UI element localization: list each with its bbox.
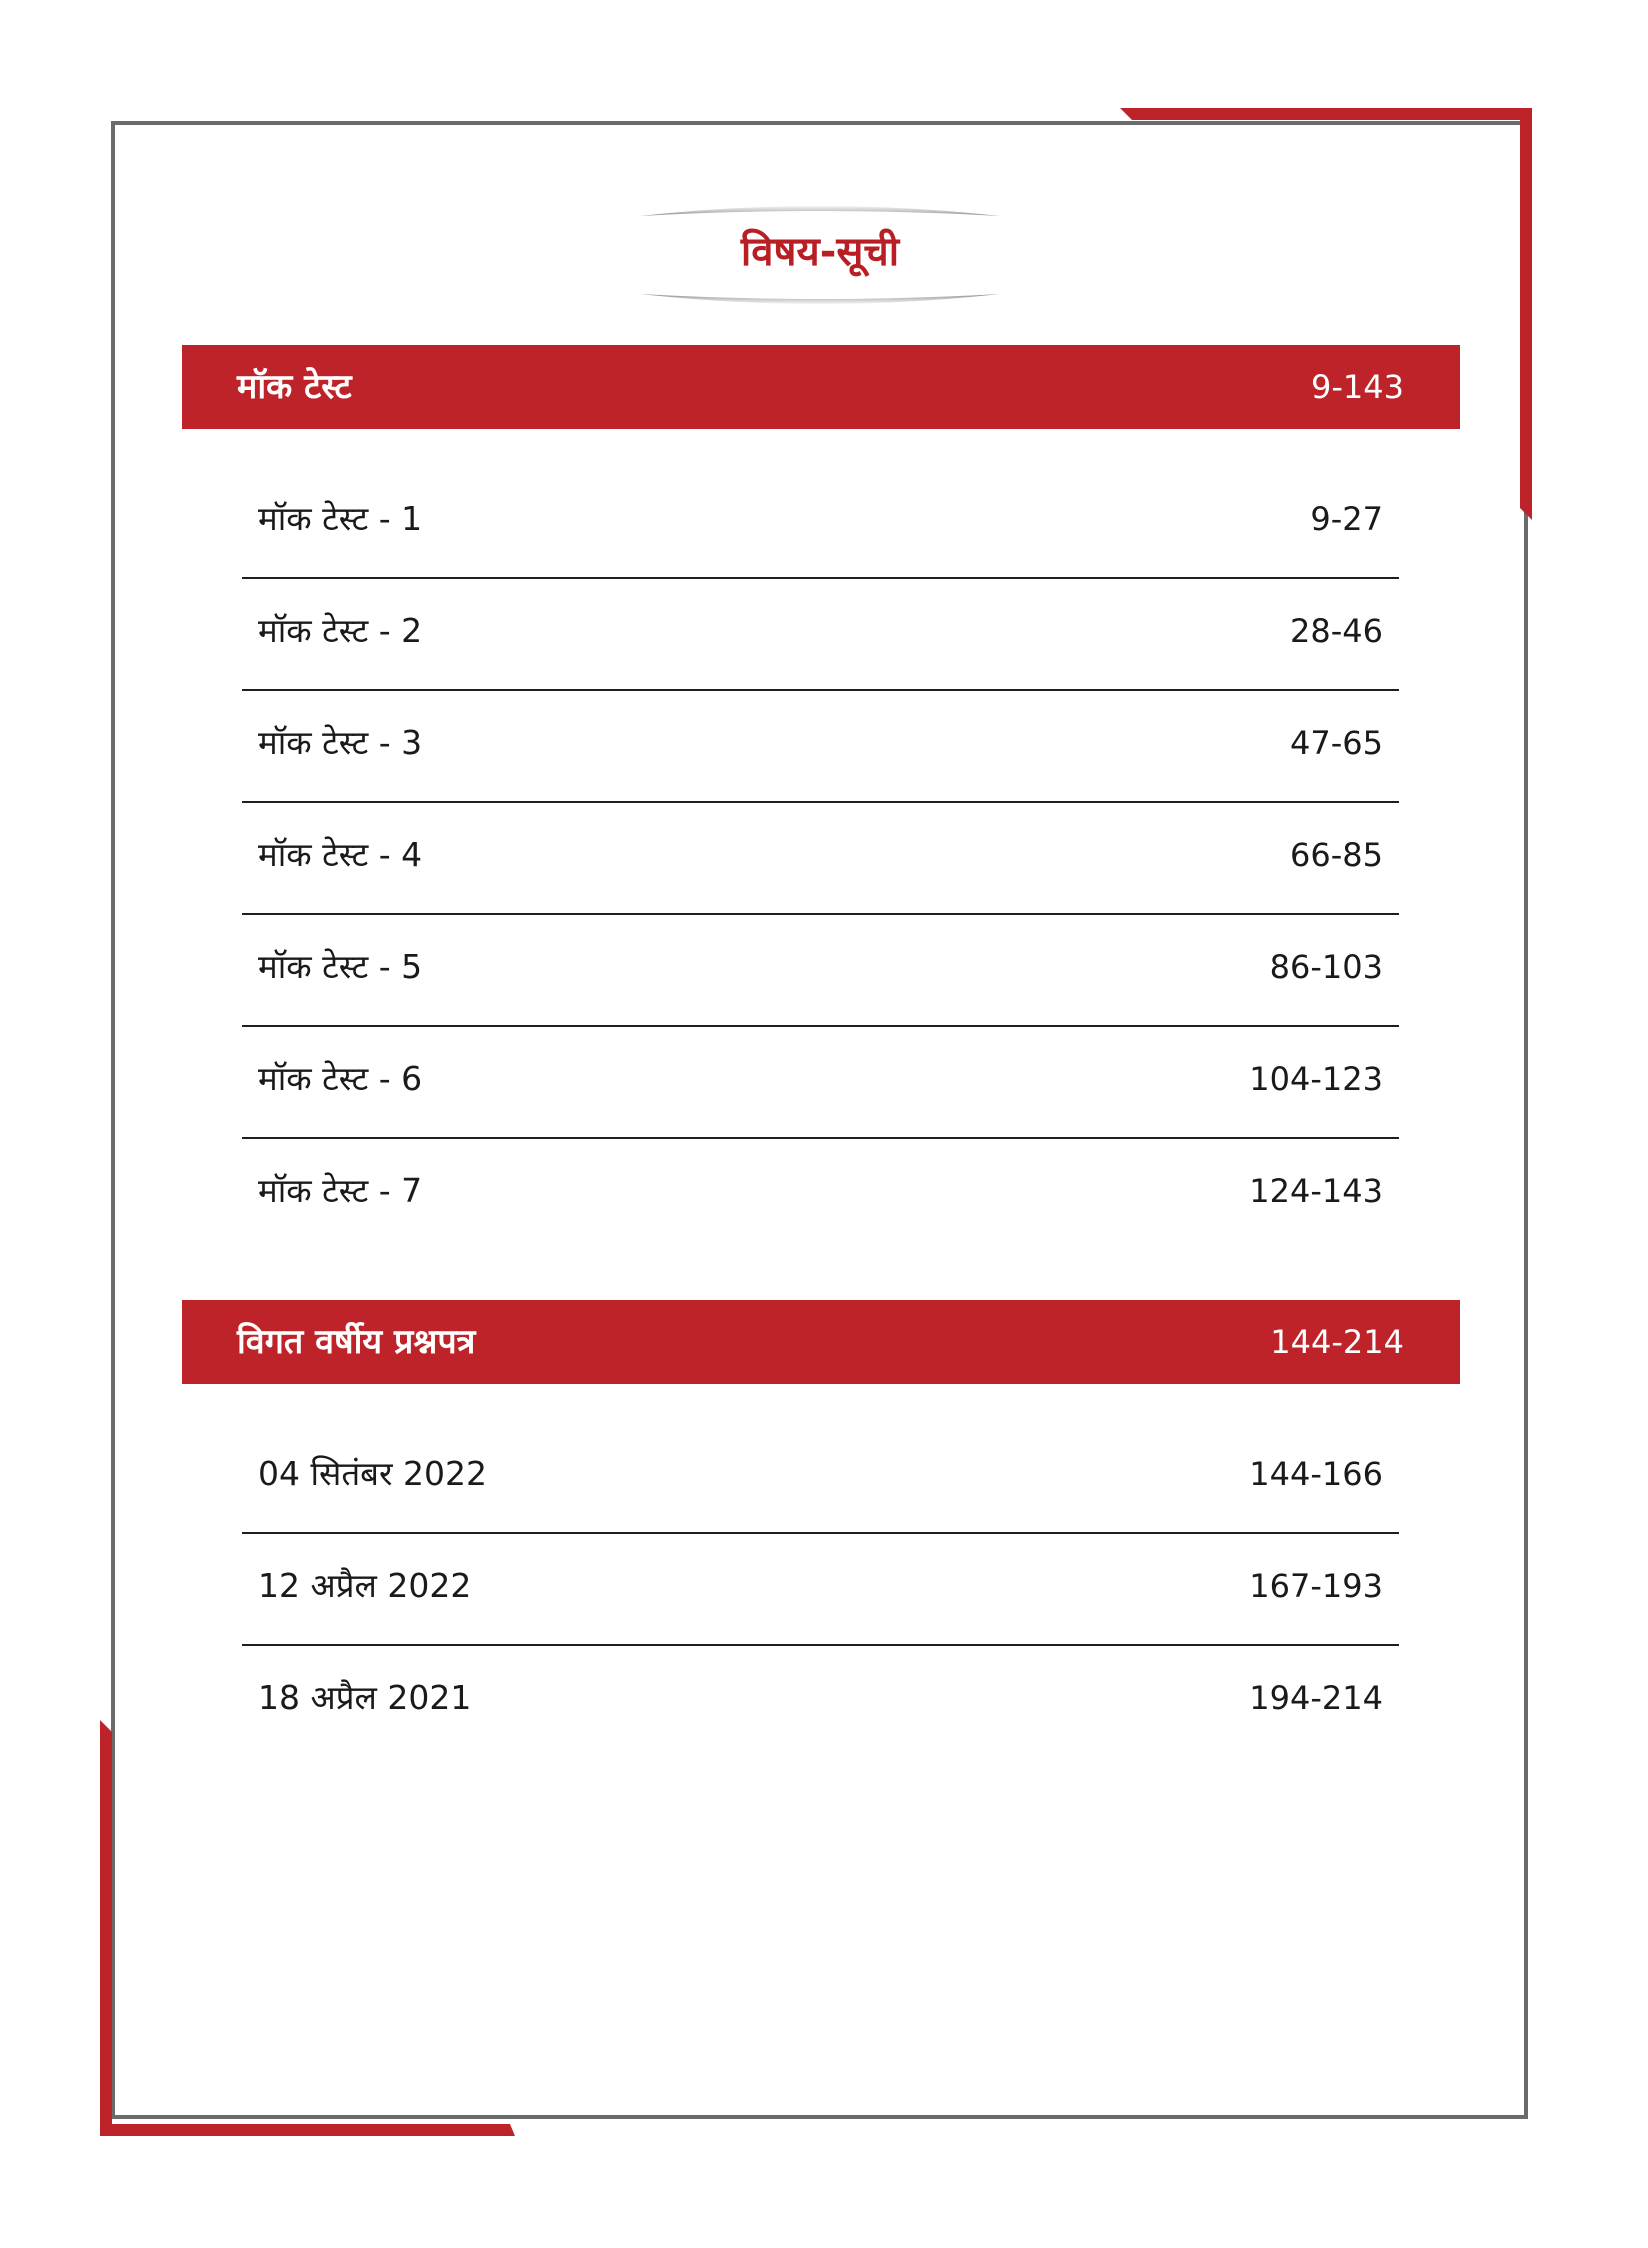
toc-entry-label: 18 अप्रैल 2021 bbox=[258, 1678, 472, 1717]
section-page-range: 9-143 bbox=[1311, 368, 1404, 406]
toc-entry-pages: 86-103 bbox=[1269, 948, 1383, 986]
toc-entry-label: मॉक टेस्ट - 2 bbox=[258, 611, 423, 650]
section-header-mock-tests bbox=[182, 345, 1460, 429]
section-title: मॉक टेस्ट bbox=[237, 367, 352, 407]
toc-entry-label: मॉक टेस्ट - 3 bbox=[258, 723, 423, 762]
toc-entry-pages: 144-166 bbox=[1249, 1455, 1383, 1493]
toc-list-previous-papers bbox=[242, 1422, 1399, 1756]
toc-list-mock-tests bbox=[242, 467, 1399, 1249]
corner-accent-top-right bbox=[1120, 108, 1540, 520]
toc-entry-label: 04 सितंबर 2022 bbox=[258, 1454, 487, 1493]
toc-entry-pages: 124-143 bbox=[1249, 1172, 1383, 1210]
toc-entry[interactable] bbox=[242, 467, 1399, 579]
toc-entry-label: मॉक टेस्ट - 4 bbox=[258, 835, 423, 874]
toc-entry-pages: 47-65 bbox=[1290, 724, 1383, 762]
toc-entry-pages: 104-123 bbox=[1249, 1060, 1383, 1098]
toc-entry[interactable] bbox=[242, 1646, 1399, 1756]
toc-entry[interactable] bbox=[242, 1027, 1399, 1139]
toc-entry[interactable] bbox=[242, 691, 1399, 803]
corner-accent-bottom-left bbox=[100, 1720, 520, 2140]
toc-entry-label: 12 अप्रैल 2022 bbox=[258, 1566, 472, 1605]
toc-entry-label: मॉक टेस्ट - 1 bbox=[258, 499, 423, 538]
toc-entry-label: मॉक टेस्ट - 5 bbox=[258, 947, 423, 986]
section-header-previous-papers bbox=[182, 1300, 1460, 1384]
toc-entry-pages: 194-214 bbox=[1249, 1679, 1383, 1717]
section-page-range: 144-214 bbox=[1270, 1323, 1404, 1361]
toc-entry-label: मॉक टेस्ट - 7 bbox=[258, 1171, 423, 1210]
toc-entry[interactable] bbox=[242, 803, 1399, 915]
toc-entry[interactable] bbox=[242, 1139, 1399, 1249]
toc-entry-label: मॉक टेस्ट - 6 bbox=[258, 1059, 423, 1098]
toc-entry[interactable] bbox=[242, 915, 1399, 1027]
section-title: विगत वर्षीय प्रश्नपत्र bbox=[237, 1322, 476, 1362]
page-title: विषय-सूची bbox=[740, 229, 900, 275]
toc-entry-pages: 167-193 bbox=[1249, 1567, 1383, 1605]
toc-entry-pages: 66-85 bbox=[1290, 836, 1383, 874]
toc-entry-pages: 28-46 bbox=[1290, 612, 1383, 650]
toc-entry[interactable] bbox=[242, 1534, 1399, 1646]
toc-entry-pages: 9-27 bbox=[1310, 500, 1383, 538]
toc-entry[interactable] bbox=[242, 579, 1399, 691]
toc-entry[interactable] bbox=[242, 1422, 1399, 1534]
